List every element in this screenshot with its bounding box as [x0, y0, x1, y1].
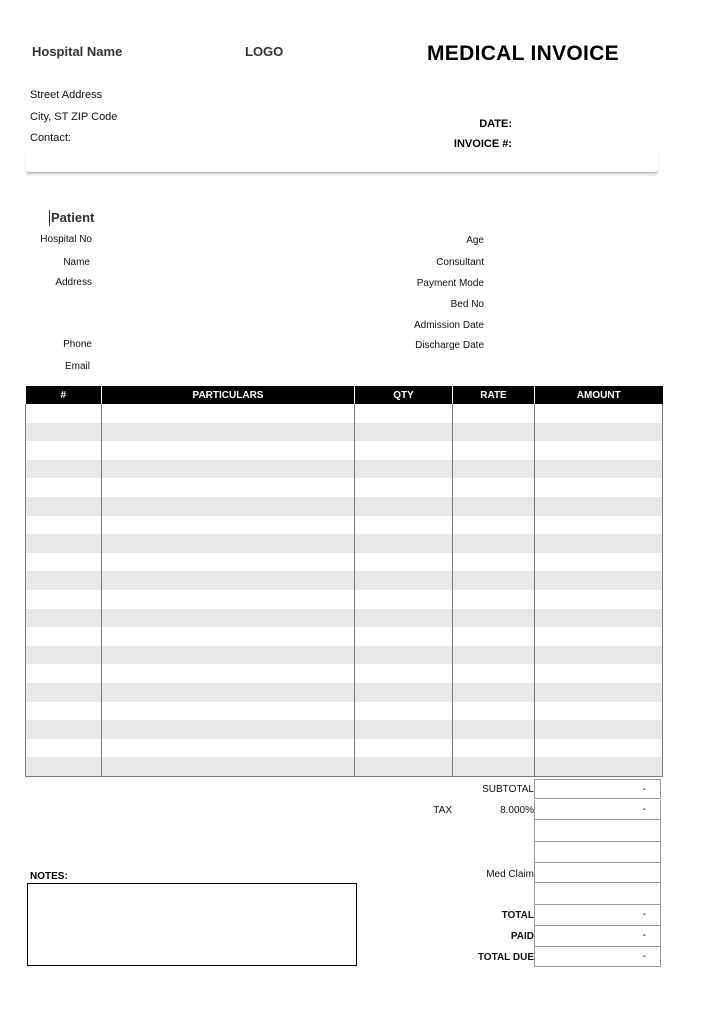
tax-value: -	[534, 800, 661, 820]
row-amount-cell[interactable]	[535, 534, 663, 553]
table-row	[26, 478, 663, 497]
row-rate-cell[interactable]	[453, 739, 535, 758]
row-qty-cell[interactable]	[355, 627, 453, 646]
patient-section-title: Patient	[51, 210, 95, 225]
row-rate-cell[interactable]	[453, 553, 535, 572]
table-row	[26, 516, 663, 535]
row-number-cell[interactable]	[26, 609, 102, 628]
total-due-label: TOTAL DUE	[477, 952, 534, 963]
table-row	[26, 720, 663, 739]
row-qty-cell[interactable]	[355, 404, 453, 423]
row-rate-cell[interactable]	[453, 683, 535, 702]
city-state-zip: City, ST ZIP Code	[30, 111, 118, 123]
row-number-cell[interactable]	[26, 553, 102, 572]
row-number-cell[interactable]	[26, 423, 102, 442]
row-qty-cell[interactable]	[355, 441, 453, 460]
row-number-cell[interactable]	[26, 646, 102, 665]
row-particulars-cell[interactable]	[102, 478, 355, 497]
total-due-value: -	[534, 947, 661, 967]
row-number-cell[interactable]	[26, 683, 102, 702]
table-row	[26, 404, 663, 423]
table-row	[26, 553, 663, 572]
patient-address-label: Address	[55, 277, 92, 288]
row-qty-cell[interactable]	[355, 683, 453, 702]
row-rate-cell[interactable]	[453, 460, 535, 479]
row-rate-cell[interactable]	[453, 609, 535, 628]
row-particulars-cell[interactable]	[102, 534, 355, 553]
row-amount-cell[interactable]	[535, 609, 663, 628]
patient-payment-mode-label: Payment Mode	[416, 278, 484, 289]
logo-placeholder: LOGO	[245, 44, 284, 59]
tax-rate: 8.000%	[500, 805, 534, 816]
row-particulars-cell[interactable]	[102, 739, 355, 758]
table-row	[26, 702, 663, 721]
row-number-cell[interactable]	[26, 497, 102, 516]
patient-consultant-label: Consultant	[436, 257, 484, 268]
row-number-cell[interactable]	[26, 590, 102, 609]
row-qty-cell[interactable]	[355, 497, 453, 516]
row-rate-cell[interactable]	[453, 478, 535, 497]
row-rate-cell[interactable]	[453, 571, 535, 590]
row-particulars-cell[interactable]	[102, 627, 355, 646]
row-particulars-cell[interactable]	[102, 460, 355, 479]
row-number-cell[interactable]	[26, 720, 102, 739]
row-number-cell[interactable]	[26, 460, 102, 479]
row-qty-cell[interactable]	[355, 571, 453, 590]
contact-label: Contact:	[30, 132, 71, 144]
column-header-rate: RATE	[453, 386, 535, 404]
patient-hospital-no-label: Hospital No	[40, 234, 92, 245]
row-particulars-cell[interactable]	[102, 664, 355, 683]
row-particulars-cell[interactable]	[102, 423, 355, 442]
row-particulars-cell[interactable]	[102, 590, 355, 609]
row-rate-cell[interactable]	[453, 534, 535, 553]
row-particulars-cell[interactable]	[102, 702, 355, 721]
patient-phone-label: Phone	[63, 339, 92, 350]
table-row	[26, 423, 663, 442]
row-rate-cell[interactable]	[453, 516, 535, 535]
row-amount-cell[interactable]	[535, 646, 663, 665]
row-number-cell[interactable]	[26, 627, 102, 646]
row-particulars-cell[interactable]	[102, 646, 355, 665]
patient-name-label: Name	[63, 257, 90, 268]
table-row	[26, 739, 663, 758]
row-particulars-cell[interactable]	[102, 553, 355, 572]
row-amount-cell[interactable]	[535, 627, 663, 646]
row-amount-cell[interactable]	[535, 478, 663, 497]
row-rate-cell[interactable]	[453, 497, 535, 516]
blank-total-row-2	[534, 842, 661, 863]
row-amount-cell[interactable]	[535, 739, 663, 758]
row-rate-cell[interactable]	[453, 423, 535, 442]
subtotal-label: SUBTOTAL	[482, 784, 534, 795]
street-address: Street Address	[30, 89, 103, 101]
total-label: TOTAL	[501, 910, 534, 921]
row-amount-cell[interactable]	[535, 553, 663, 572]
row-qty-cell[interactable]	[355, 516, 453, 535]
table-row	[26, 757, 663, 776]
patient-email-label: Email	[64, 361, 90, 372]
row-particulars-cell[interactable]	[102, 683, 355, 702]
row-rate-cell[interactable]	[453, 646, 535, 665]
row-particulars-cell[interactable]	[102, 404, 355, 423]
paid-value: -	[534, 926, 661, 947]
row-qty-cell[interactable]	[355, 460, 453, 479]
blank-total-row-3	[534, 883, 661, 905]
table-row	[26, 627, 663, 646]
row-qty-cell[interactable]	[355, 590, 453, 609]
row-number-cell[interactable]	[26, 702, 102, 721]
notes-box[interactable]	[27, 883, 357, 966]
row-particulars-cell[interactable]	[102, 757, 355, 776]
total-value: -	[534, 905, 661, 926]
row-number-cell[interactable]	[26, 534, 102, 553]
items-table-header	[26, 386, 663, 404]
row-number-cell[interactable]	[26, 516, 102, 535]
row-number-cell[interactable]	[26, 739, 102, 758]
row-number-cell[interactable]	[26, 441, 102, 460]
row-amount-cell[interactable]	[535, 404, 663, 423]
row-rate-cell[interactable]	[453, 702, 535, 721]
blank-total-row-1	[534, 820, 661, 842]
column-header-qty: QTY	[355, 386, 453, 404]
row-amount-cell[interactable]	[535, 497, 663, 516]
subtotal-value: -	[534, 779, 661, 799]
table-row	[26, 590, 663, 609]
row-number-cell[interactable]	[26, 664, 102, 683]
row-qty-cell[interactable]	[355, 702, 453, 721]
row-number-cell[interactable]	[26, 478, 102, 497]
column-header-number: #	[26, 386, 102, 404]
patient-admission-date-label: Admission Date	[413, 320, 484, 331]
row-rate-cell[interactable]	[453, 590, 535, 609]
row-qty-cell[interactable]	[355, 553, 453, 572]
column-header-amount: AMOUNT	[535, 386, 663, 404]
paid-label: PAID	[510, 931, 534, 942]
patient-bed-no-label: Bed No	[450, 299, 484, 310]
table-row	[26, 683, 663, 702]
row-rate-cell[interactable]	[453, 404, 535, 423]
med-claim-label: Med Claim	[486, 869, 534, 880]
row-particulars-cell[interactable]	[102, 720, 355, 739]
patient-age-label: Age	[466, 235, 484, 246]
row-amount-cell[interactable]	[535, 720, 663, 739]
row-qty-cell[interactable]	[355, 739, 453, 758]
row-amount-cell[interactable]	[535, 683, 663, 702]
row-rate-cell[interactable]	[453, 441, 535, 460]
row-particulars-cell[interactable]	[102, 516, 355, 535]
header-divider	[26, 152, 658, 173]
table-row	[26, 441, 663, 460]
row-particulars-cell[interactable]	[102, 441, 355, 460]
med-claim-value	[534, 863, 661, 883]
row-qty-cell[interactable]	[355, 757, 453, 776]
row-particulars-cell[interactable]	[102, 497, 355, 516]
row-amount-cell[interactable]	[535, 590, 663, 609]
row-particulars-cell[interactable]	[102, 609, 355, 628]
row-qty-cell[interactable]	[355, 664, 453, 683]
hospital-name: Hospital Name	[32, 44, 123, 59]
items-table	[25, 386, 663, 777]
date-label: DATE:	[479, 118, 512, 130]
row-amount-cell[interactable]	[535, 460, 663, 479]
table-row	[26, 534, 663, 553]
row-amount-cell[interactable]	[535, 516, 663, 535]
table-row	[26, 609, 663, 628]
row-amount-cell[interactable]	[535, 441, 663, 460]
invoice-number-label: INVOICE #:	[453, 138, 512, 150]
table-row	[26, 571, 663, 590]
row-amount-cell[interactable]	[535, 423, 663, 442]
row-amount-cell[interactable]	[535, 757, 663, 776]
column-header-particulars: PARTICULARS	[102, 386, 355, 404]
row-particulars-cell[interactable]	[102, 571, 355, 590]
row-number-cell[interactable]	[26, 571, 102, 590]
row-qty-cell[interactable]	[355, 646, 453, 665]
row-qty-cell[interactable]	[355, 609, 453, 628]
row-qty-cell[interactable]	[355, 478, 453, 497]
row-amount-cell[interactable]	[535, 702, 663, 721]
row-qty-cell[interactable]	[355, 534, 453, 553]
row-amount-cell[interactable]	[535, 664, 663, 683]
row-rate-cell[interactable]	[453, 720, 535, 739]
tax-label: TAX	[433, 805, 452, 816]
row-rate-cell[interactable]	[453, 757, 535, 776]
invoice-title: MEDICAL INVOICE	[427, 42, 619, 65]
row-number-cell[interactable]	[26, 404, 102, 423]
patient-discharge-date-label: Discharge Date	[415, 340, 484, 351]
row-amount-cell[interactable]	[535, 571, 663, 590]
table-row	[26, 664, 663, 683]
table-row	[26, 497, 663, 516]
text-cursor	[49, 210, 50, 226]
row-rate-cell[interactable]	[453, 664, 535, 683]
row-qty-cell[interactable]	[355, 720, 453, 739]
notes-label: NOTES:	[30, 871, 68, 882]
table-row	[26, 460, 663, 479]
row-rate-cell[interactable]	[453, 627, 535, 646]
row-number-cell[interactable]	[26, 757, 102, 776]
row-qty-cell[interactable]	[355, 423, 453, 442]
table-row	[26, 646, 663, 665]
